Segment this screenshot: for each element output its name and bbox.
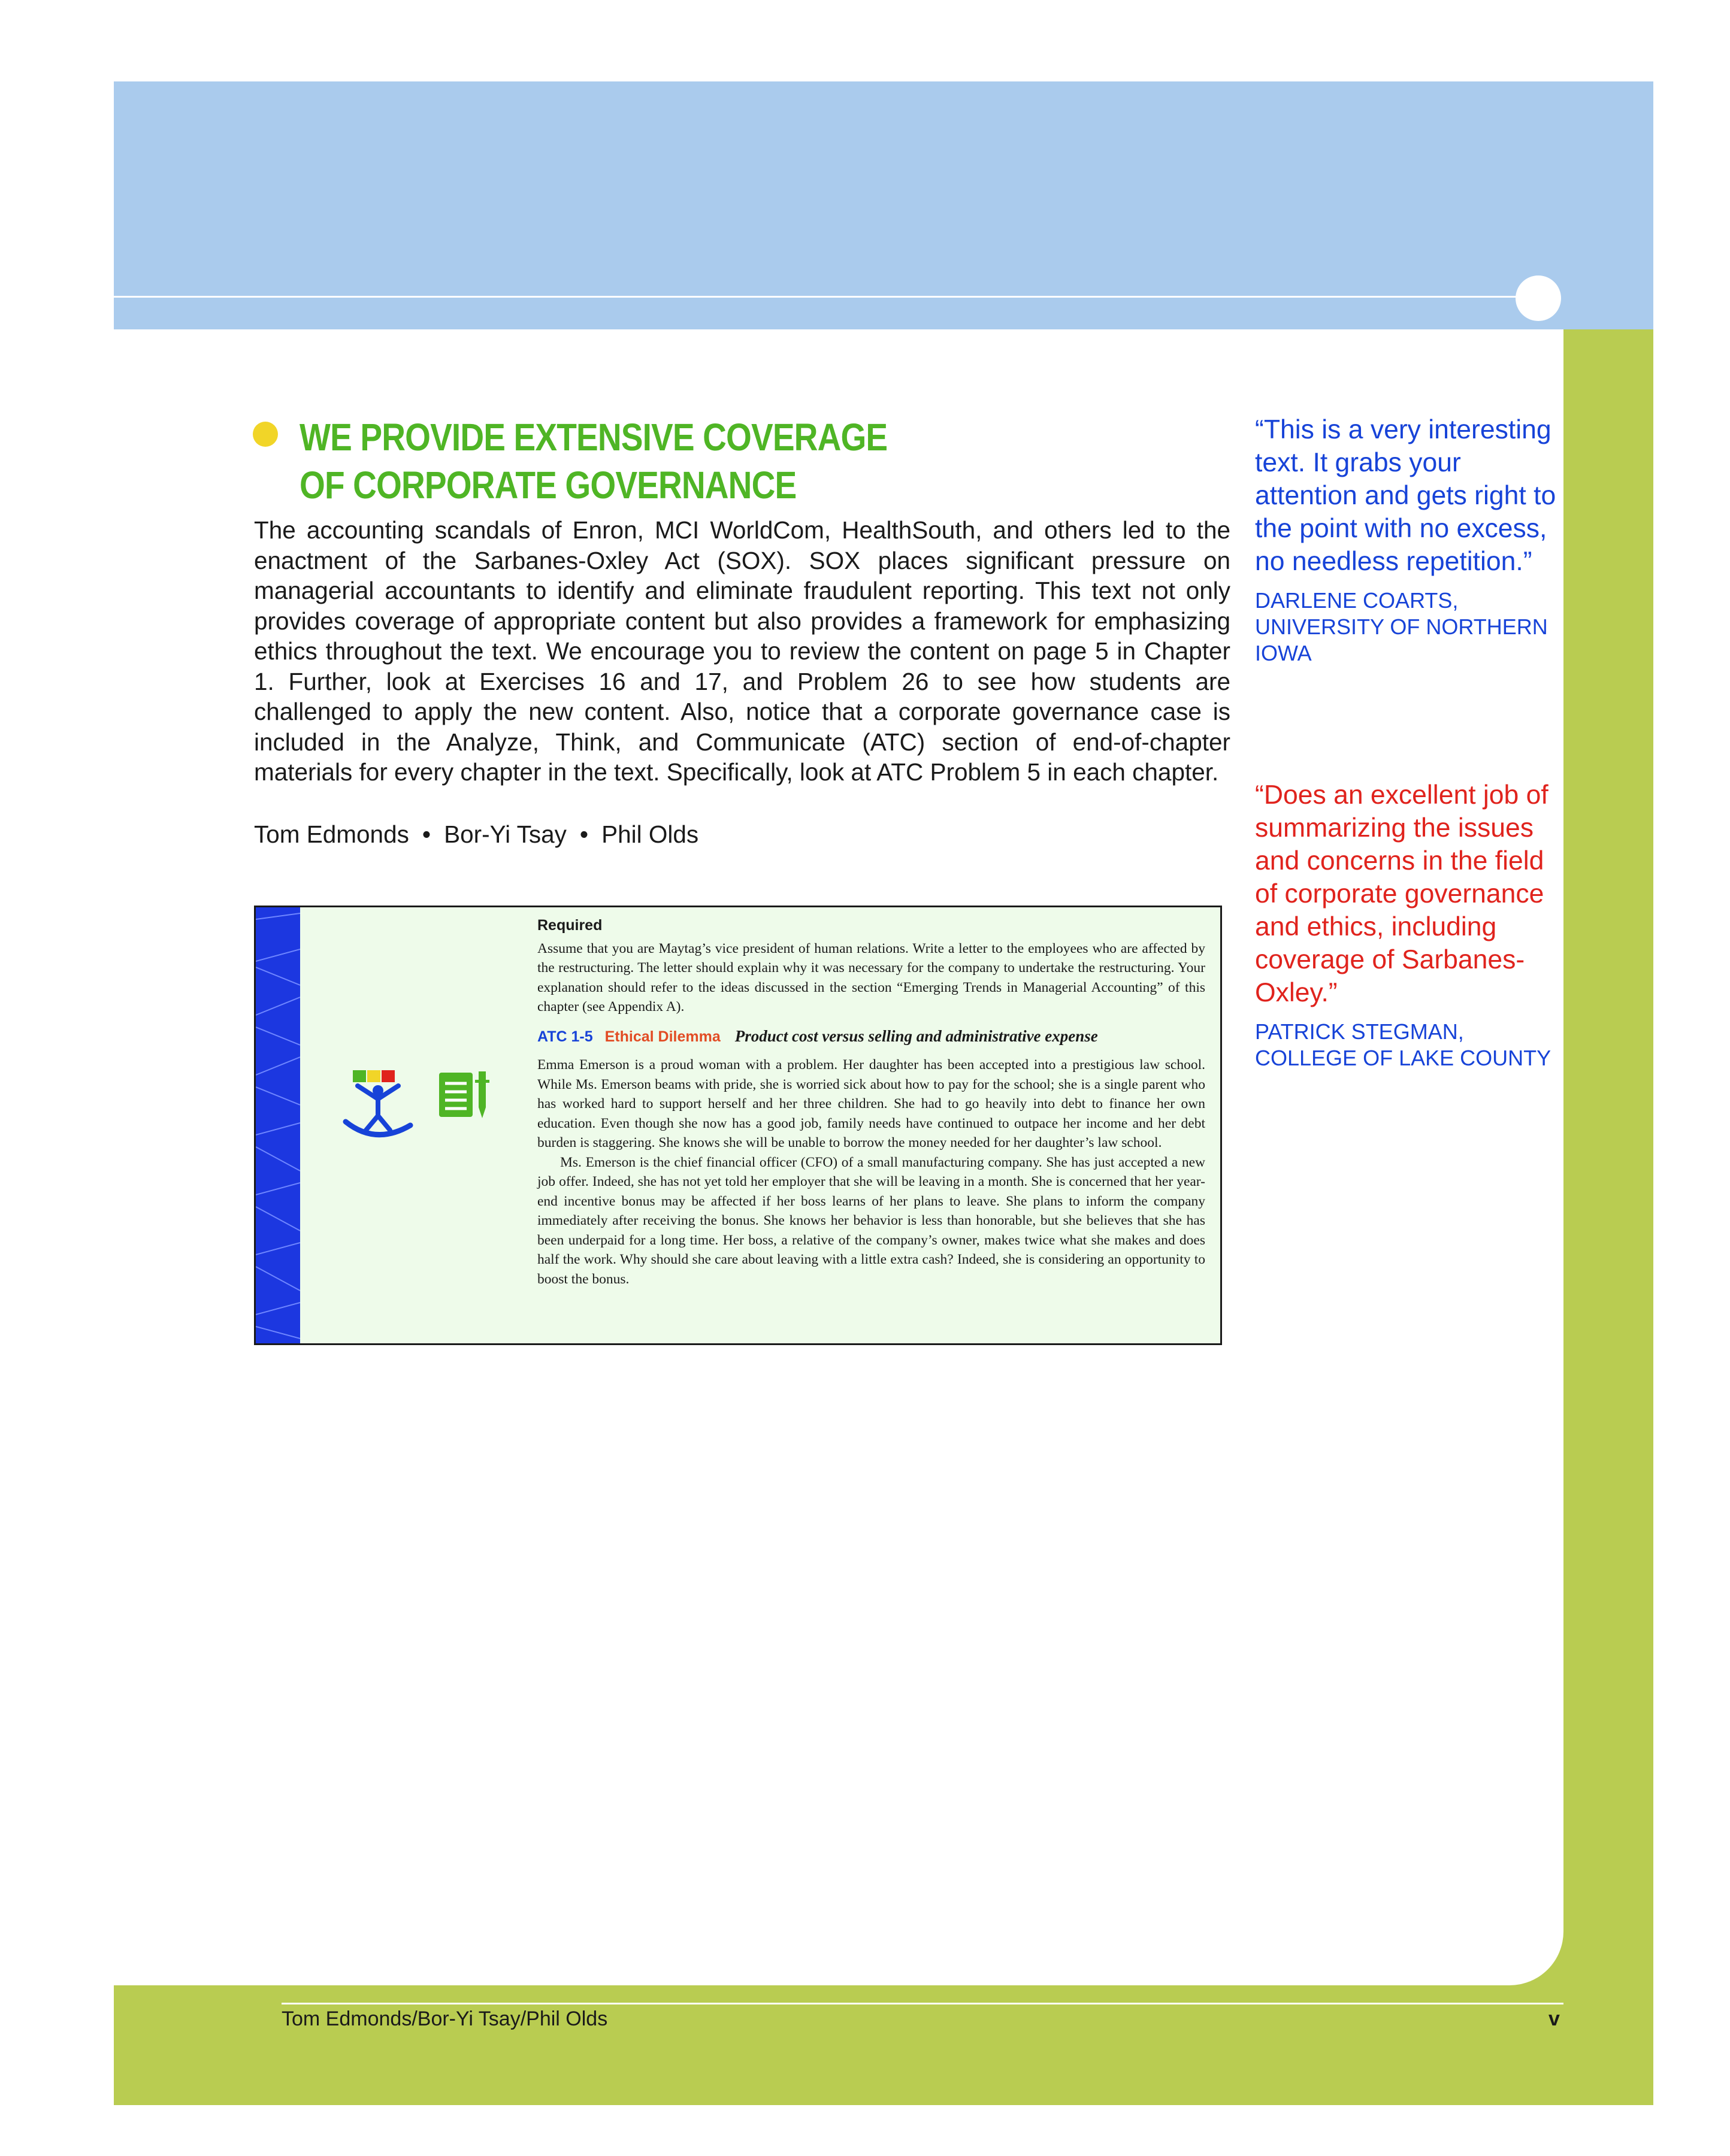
headline-line-1: WE PROVIDE EXTENSIVE COVERAGE xyxy=(300,416,888,459)
required-heading: Required xyxy=(537,917,603,934)
atc-heading xyxy=(537,1026,1205,1047)
case-paragraph: Ms. Emerson is the chief financial officer (CFO) of a small manufacturing company. She has just accepted a new job offer. Indeed, she has not yet told her employer that she will be leaving in a month. She is concerned that her year-end incentive bonus may be affected if her boss learns of her plans to leave. She plans to inform the company immediately after receiving the bonus. She knows her behavior is less than honorable, but she believes that she has been underpaid for a long time. Her boss, a relative of the company’s owner, makes twice what she makes and does half the work. Why should she care about leaving with a little extra cash? Indeed, she is considering an opportunity to boost the bonus. xyxy=(537,1154,1205,1287)
quote-author: DARLENE COARTS, xyxy=(1255,588,1459,613)
testimonial-quote xyxy=(1255,413,1566,667)
author-name: Phil Olds xyxy=(601,820,699,848)
atc-category: Ethical Dilemma xyxy=(604,1028,721,1045)
body-paragraph: The accounting scandals of Enron, MCI WorldCom, HealthSouth, and others led to the enactment of the Sarbanes-Oxley Act (SOX). SOX places significant pressure on managerial accountants to identify and eliminate fraudulent reporting. This text not only provides coverage of appropriate content but also provides a framework for emphasizing ethics throughout the text. We encourage you to review the content on page 5 in Chapter 1. Further, look at Exercises 16 and 17, and Problem 26 to see how students are challenged to apply the new content. Also, notice that a corporate governance case is included in the Analyze, Think, and Communicate (ATC) section of end-of-chapter materials for every chapter in the text. Specifically, look at ATC Problem 5 in each chapter. xyxy=(254,516,1230,786)
footer-rule xyxy=(282,2003,1563,2004)
required-text: Assume that you are Maytag’s vice president of human relations. Write a letter to the employees who are affected by the restructuring. The letter should explain why it was necessary for the company to undertake the restructuring. Your explanation should refer to the ideas discussed in the section “Emerging Trends in Managerial Accounting” of this chapter (see Appendix A). xyxy=(537,940,1205,1015)
atc-number: ATC 1-5 xyxy=(537,1028,593,1045)
balancing-figure-icon xyxy=(340,1068,418,1146)
testimonial-quote xyxy=(1255,779,1566,1071)
author-name: Tom Edmonds xyxy=(254,820,409,848)
quote-attribution xyxy=(1255,588,1566,667)
bullet-icon xyxy=(253,422,278,447)
author-separator: • xyxy=(579,820,589,848)
excerpt-body xyxy=(537,916,1205,1289)
header-rule xyxy=(114,296,1528,298)
page-number: v xyxy=(1548,2007,1560,2030)
author-name: Bor-Yi Tsay xyxy=(444,820,567,848)
quote-affiliation: COLLEGE OF LAKE COUNTY xyxy=(1255,1046,1551,1070)
header-dot xyxy=(1516,275,1561,321)
quote-affiliation: UNIVERSITY OF NORTHERN IOWA xyxy=(1255,614,1548,665)
notepad-pencil-icon xyxy=(435,1068,501,1134)
footer-authors: Tom Edmonds/Bor-Yi Tsay/Phil Olds xyxy=(282,2007,608,2030)
quote-author: PATRICK STEGMAN, xyxy=(1255,1019,1464,1044)
quote-text: “Does an excellent job of summarizing the issues and concerns in the field of corporate governance and ethics, including coverage of Sarbanes-Oxley.” xyxy=(1255,780,1548,1007)
author-separator: • xyxy=(422,820,431,848)
quote-text: “This is a very interesting text. It grabs your attention and gets right to the point with no excess, no needless repetition.” xyxy=(1255,415,1556,576)
section-headline xyxy=(300,413,1072,509)
excerpt-side-strip xyxy=(256,907,300,1343)
case-paragraph: Emma Emerson is a proud woman with a problem. Her daughter has been accepted into a prestigious law school. While Ms. Emerson beams with pride, she is worried sick about how to pay for the school; she is a single parent who has worked hard to support herself and her three children. She had to go heavily into debt to finance her own education. Even though she now has a good job, family needs have continued to outpace her income and her debt burden is staggering. She knows she will be unable to borrow the money needed for her daughter’s law school. xyxy=(537,1057,1205,1150)
author-line xyxy=(254,820,698,849)
header-band xyxy=(114,81,1653,329)
textbook-excerpt xyxy=(254,906,1222,1345)
headline-line-2: OF CORPORATE GOVERNANCE xyxy=(300,464,797,507)
atc-title: Product cost versus selling and administrative expense xyxy=(734,1026,1098,1045)
strip-pattern xyxy=(256,907,300,1343)
quote-attribution xyxy=(1255,1019,1566,1071)
